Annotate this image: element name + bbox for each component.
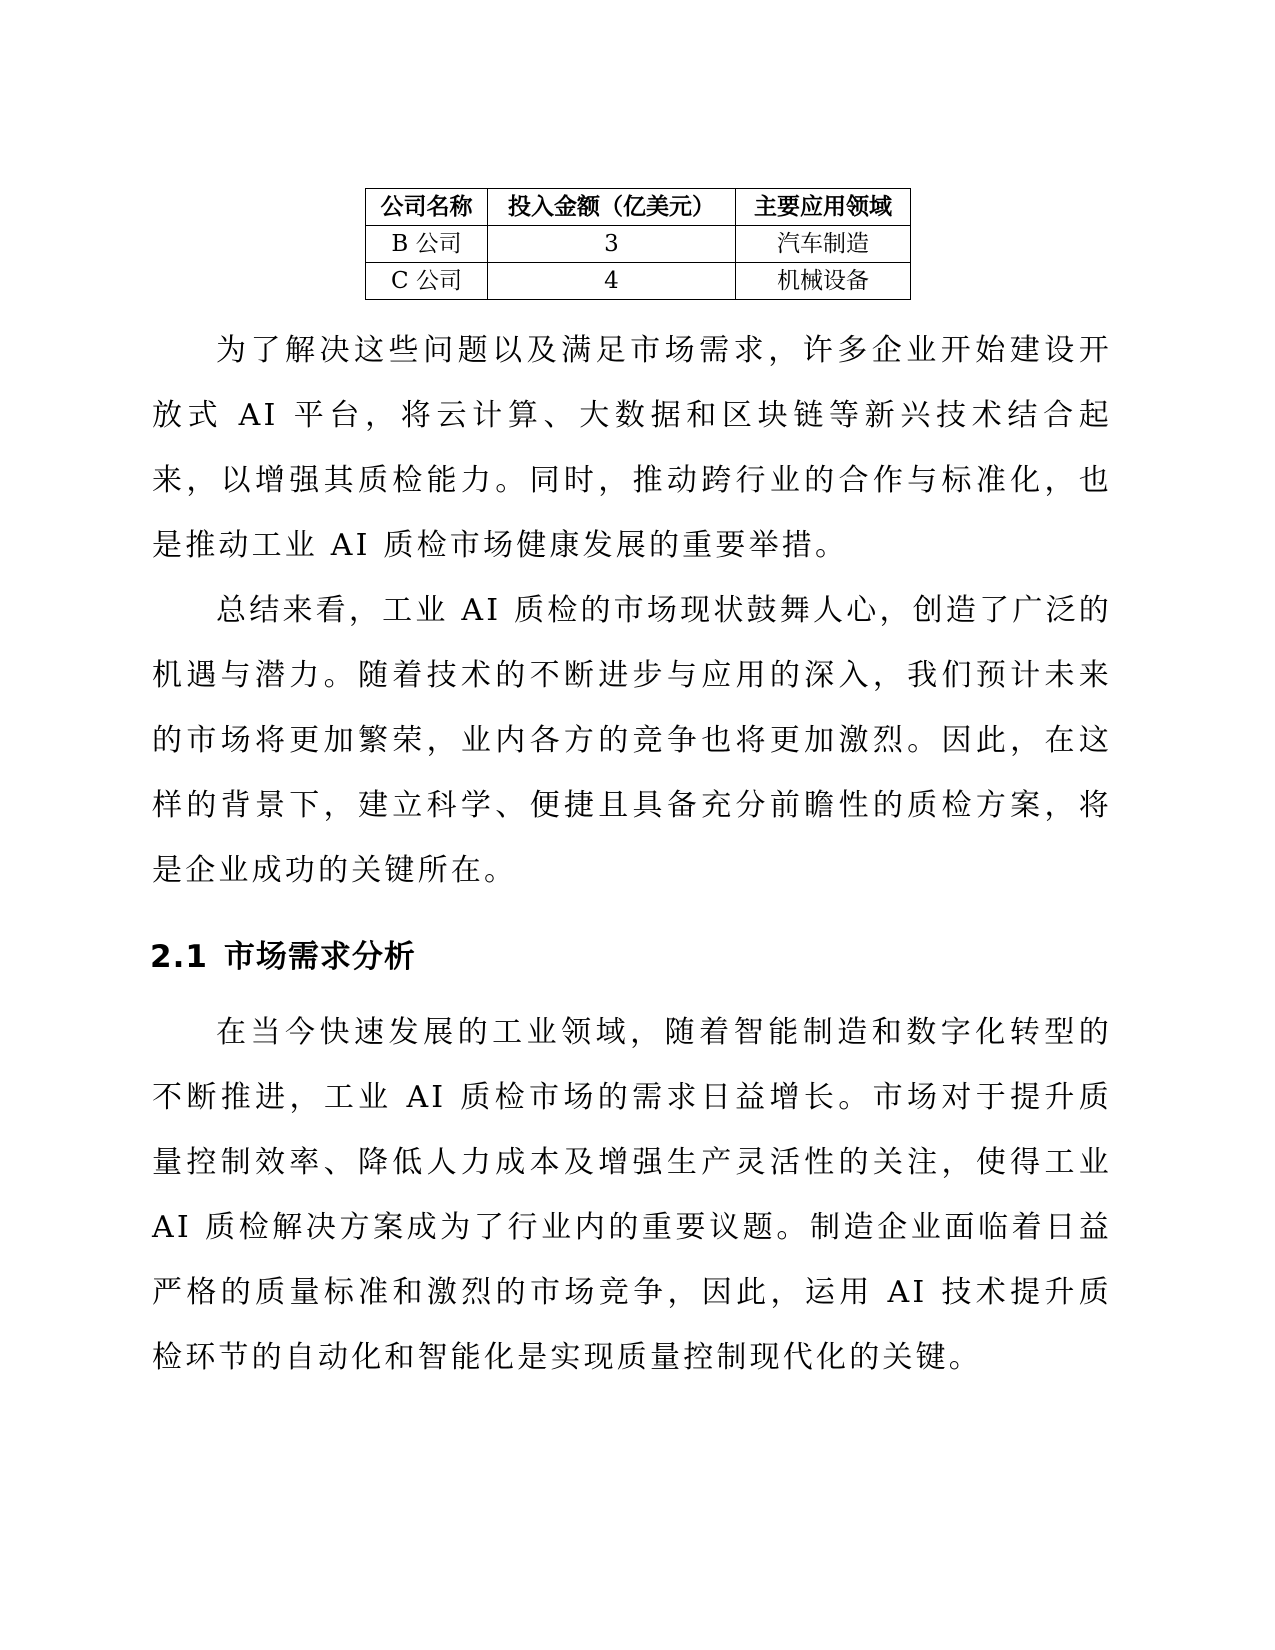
paragraph-open-ai-platform: 为了解决这些问题以及满足市场需求，许多企业开始建设开放式 AI 平台，将云计算、大数据和区块链等新兴技术结合起来，以增强其质检能力。同时，推动跨行业的合作与标准化，也是推动工业 AI 质检市场健康发展的重要举措。 [152, 333, 1112, 563]
cell-company: C 公司 [366, 263, 488, 300]
cell-amount: 4 [488, 263, 736, 300]
cell-field: 机械设备 [736, 263, 911, 300]
header-company-name: 公司名称 [366, 189, 488, 226]
table-row [366, 226, 911, 263]
investment-table [365, 188, 911, 300]
table-header-row [366, 189, 911, 226]
paragraph-market-demand: 在当今快速发展的工业领域，随着智能制造和数字化转型的不断推进，工业 AI 质检市场的需求日益增长。市场对于提升质量控制效率、降低人力成本及增强生产灵活性的关注，使得工业 AI 质检解决方案成为了行业内的重要议题。制造企业面临着日益严格的质量标准和激烈的市场竞争，因此，运用 AI 技术提升质检环节的自动化和智能化是实现质量控制现代化的关键。 [152, 1015, 1112, 1375]
cell-field: 汽车制造 [736, 226, 911, 263]
table-row [366, 263, 911, 300]
section-number: 2.1 [150, 939, 208, 975]
cell-company: B 公司 [366, 226, 488, 263]
header-investment-amount: 投入金额（亿美元） [488, 189, 736, 226]
paragraph-summary: 总结来看，工业 AI 质检的市场现状鼓舞人心，创造了广泛的机遇与潜力。随着技术的不断进步与应用的深入，我们预计未来的市场将更加繁荣，业内各方的竞争也将更加激烈。因此，在这样的背景下，建立科学、便捷且具备充分前瞻性的质检方案，将是企业成功的关键所在。 [152, 593, 1112, 888]
cell-amount: 3 [488, 226, 736, 263]
section-title: 市场需求分析 [223, 939, 416, 975]
header-application-field: 主要应用领域 [736, 189, 911, 226]
section-heading [150, 930, 416, 984]
